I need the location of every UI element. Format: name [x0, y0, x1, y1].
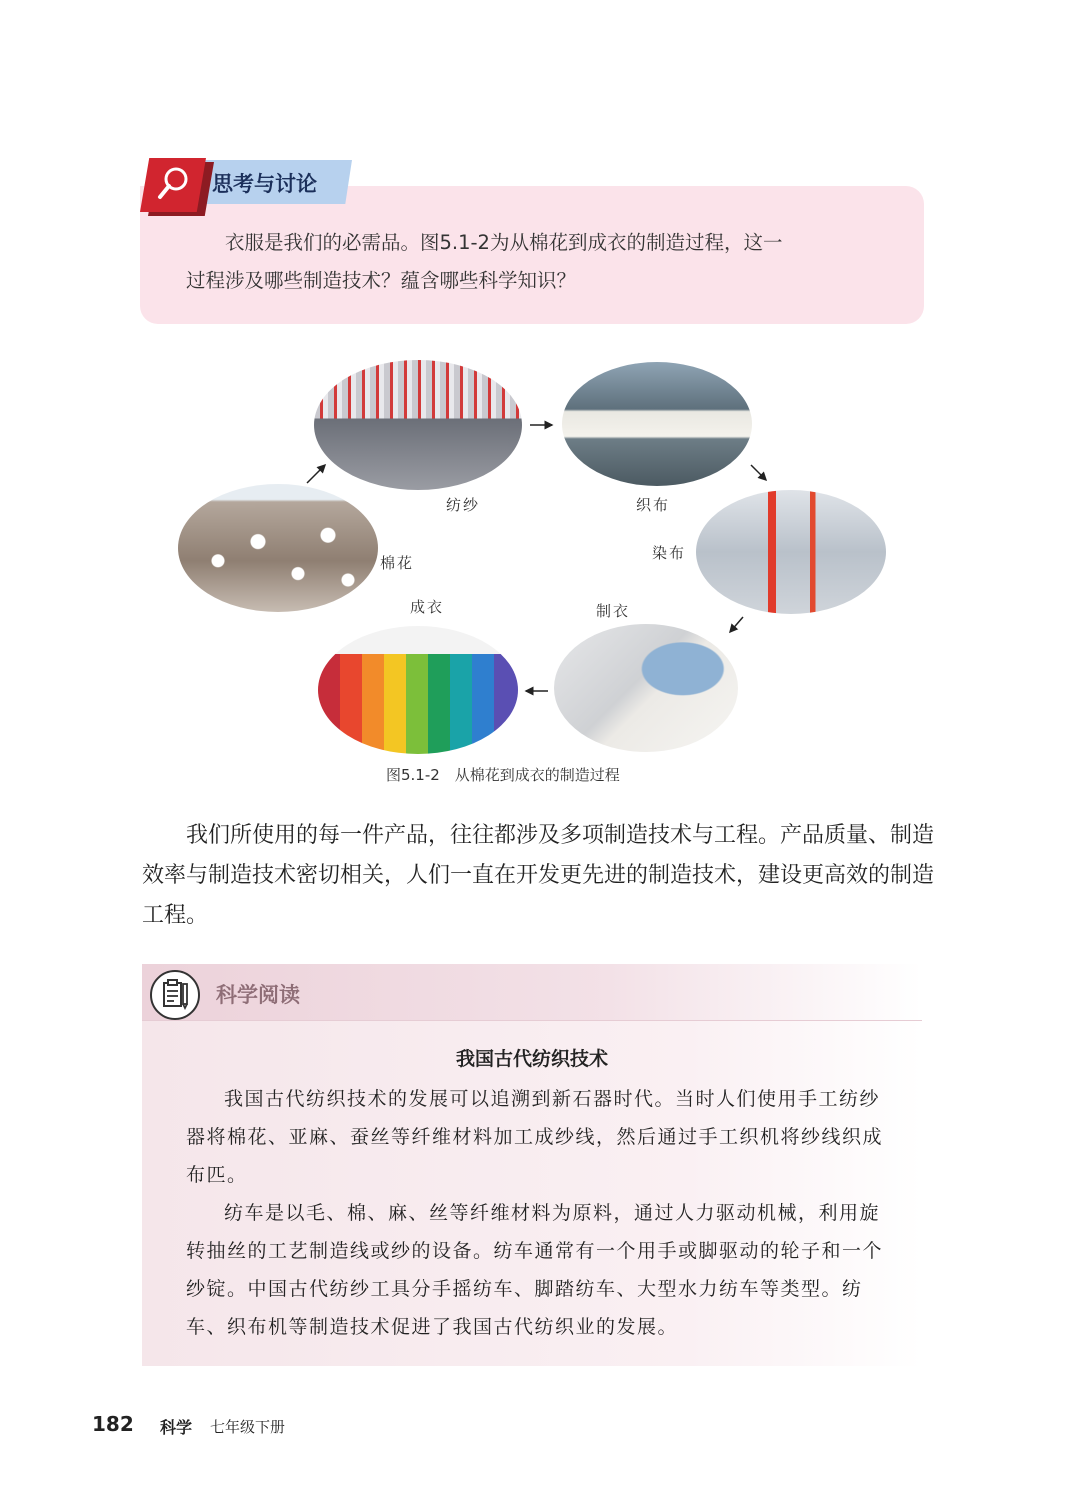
- think-discuss-text: [186, 224, 886, 300]
- stage-label-spinning: 纺纱: [446, 496, 481, 514]
- weaving-photo: [562, 362, 752, 486]
- arrow-cotton-to-spinning: [304, 460, 330, 486]
- arrow-spinning-to-weaving: [528, 418, 556, 432]
- page-number: 182: [92, 1412, 134, 1436]
- spinning-photo: [314, 360, 522, 490]
- cotton-photo: [178, 484, 378, 612]
- dyeing-photo: [696, 490, 886, 614]
- think-discuss-title: 思考与讨论: [212, 172, 317, 196]
- clipboard-pencil-icon: [150, 970, 200, 1020]
- book-subject: 科学: [160, 1418, 193, 1437]
- sewing-photo: [554, 624, 738, 752]
- science-reading-title: 科学阅读: [216, 983, 300, 1007]
- figure-caption: 图5.1-2 从棉花到成衣的制造过程: [386, 766, 620, 784]
- stage-label-cotton: 棉花: [380, 554, 415, 572]
- arrow-dyeing-to-sewing: [726, 614, 746, 636]
- arrow-sewing-to-garment: [522, 684, 550, 698]
- article-title: 我国古代纺织技术: [455, 1048, 608, 1070]
- stage-label-dyeing: 染布: [652, 544, 687, 562]
- article-body: [186, 1080, 886, 1346]
- article-paragraph-1: 我国古代纺织技术的发展可以追溯到新石器时代。当时人们使用手工纺纱器将棉花、亚麻、蚕丝等纤维材料加工成纱线，然后通过手工织机将纱线织成布匹。: [186, 1088, 884, 1186]
- think-discuss-line2: 过程涉及哪些制造技术？蕴含哪些科学知识？: [186, 269, 577, 292]
- magnifier-icon: [154, 164, 194, 204]
- stage-label-sewing: 制衣: [596, 602, 631, 620]
- article-paragraph-2: 纺车是以毛、棉、麻、丝等纤维材料为原料，通过人力驱动机械，利用旋转抽丝的工艺制造线或纱的设备。纺车通常有一个用手或脚驱动的轮子和一个纱锭。中国古代纺纱工具分手摇纺车、脚踏纺车、大型水力纺车等类型。纺车、织布机等制造技术促进了我国古代纺织业的发展。: [186, 1202, 884, 1338]
- stage-label-weaving: 织布: [636, 496, 671, 514]
- think-discuss-tab: [140, 158, 352, 210]
- book-grade: 七年级下册: [210, 1418, 286, 1436]
- garment-photo: [318, 626, 518, 754]
- arrow-weaving-to-dyeing: [748, 462, 770, 484]
- think-discuss-line1: 衣服是我们的必需品。图5.1-2为从棉花到成衣的制造过程，这一: [225, 231, 783, 254]
- body-paragraph: 我们所使用的每一件产品，往往都涉及多项制造技术与工程。产品质量、制造效率与制造技术密切相关，人们一直在开发更先进的制造技术，建设更高效的制造工程。: [142, 823, 935, 928]
- stage-label-garment: 成衣: [410, 598, 445, 616]
